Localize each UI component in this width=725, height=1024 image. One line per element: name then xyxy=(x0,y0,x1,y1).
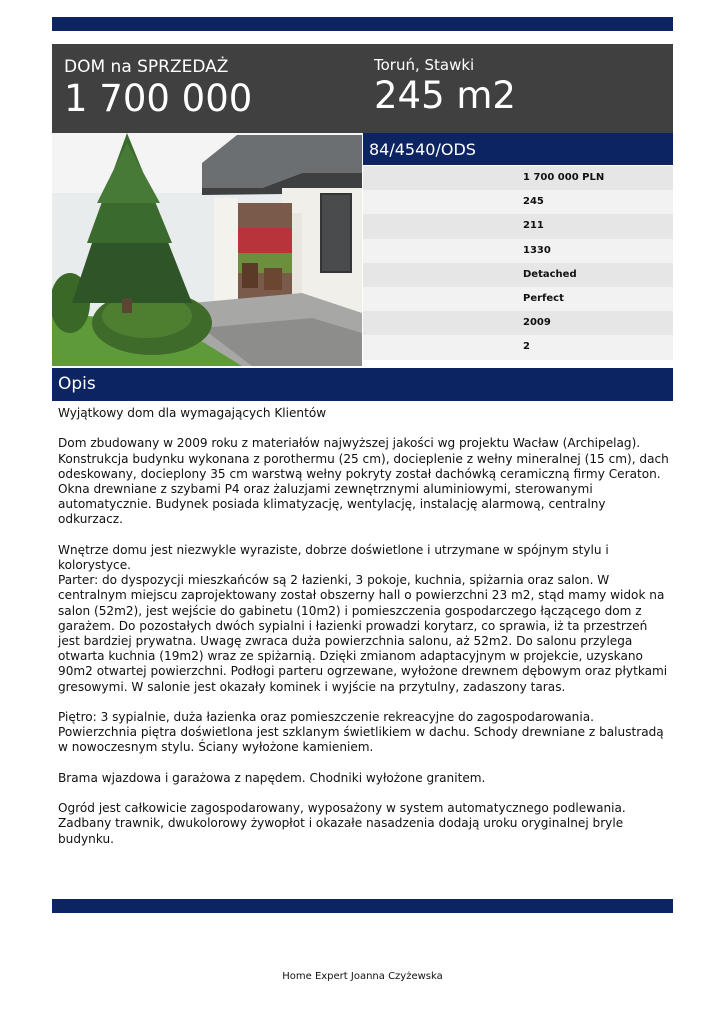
detail-value: 211 xyxy=(523,220,544,232)
detail-value: 1330 xyxy=(523,244,551,256)
detail-value: 245 xyxy=(523,196,544,208)
details-list xyxy=(363,166,673,360)
section-title: Opis xyxy=(58,374,96,394)
detail-value: Detached xyxy=(523,268,577,280)
listing-header xyxy=(52,44,673,133)
bottom-accent-bar xyxy=(52,899,673,913)
detail-row xyxy=(363,263,673,287)
detail-row xyxy=(363,190,673,214)
description-paragraph: Ogród jest całkowicie zagospodarowany, wyposażony w system automatycznego podlewania. Zadbany trawnik, dwukolorowy żywopłot i okazałe nasadzenia dodają uroku oryginalnej bryle budynku. xyxy=(58,801,626,846)
description-paragraph: Piętro: 3 sypialnie, duża łazienka oraz pomieszczenie rekreacyjne do zagospodarowania. Powierzchnia piętra doświetlona jest szklanym świetlikiem w dachu. Schody drewniane z balustradą w nowoczesnym stylu. Ściany wyłożone kamieniem. xyxy=(58,710,664,755)
footer-agency: Home Expert Joanna Czyżewska xyxy=(282,971,443,982)
description-paragraph: Brama wjazdowa i garażowa z napędem. Chodniki wyłożone granitem. xyxy=(58,770,486,785)
listing-reference: 84/4540/ODS xyxy=(369,140,476,159)
detail-row xyxy=(363,311,673,335)
property-photo xyxy=(52,133,362,366)
detail-value: 1 700 000 PLN xyxy=(523,172,605,183)
detail-row xyxy=(363,287,673,311)
detail-row xyxy=(363,214,673,238)
detail-row xyxy=(363,335,673,359)
price-headline: 1 700 000 xyxy=(64,77,253,120)
property-type-label: DOM na SPRZEDAŻ xyxy=(64,57,229,77)
top-accent-bar xyxy=(52,17,673,31)
reference-bar xyxy=(363,133,673,165)
detail-value: 2 xyxy=(523,341,530,353)
detail-value: 2009 xyxy=(523,317,551,329)
description-section-bar xyxy=(52,368,673,401)
detail-value: Perfect xyxy=(523,292,564,304)
location-label: Toruń, Stawki xyxy=(374,56,475,74)
detail-row xyxy=(363,239,673,263)
area-headline: 245 m2 xyxy=(374,74,516,117)
house-garden-illustration xyxy=(52,133,362,366)
description-paragraph: Wnętrze domu jest niezwykle wyraziste, dobrze doświetlone i utrzymane w spójnym stylu i kolorystyce. xyxy=(58,542,609,572)
description-paragraph: Parter: do dyspozycji mieszkańców są 2 łazienki, 3 pokoje, kuchnia, spiżarnia oraz salon. W centralnym miejscu zaprojektowany został obszerny hall o powierzchni 23 m2, stąd mamy widok na salon (52m2), jest wejście do gabinetu (10m2) i pomieszczenia gospodarczego łączącego dom z garażem. Do pozostałych dwóch sypialni i łazienki prowadzi korytarz, co sprawia, iż ta przestrzeń jest bardziej prywatna. Uwagę zwraca duża powierzchnia salonu, aż 52m2. Do salonu przylega otwarta kuchnia (19m2) wraz ze spiżarnią. Dzięki zmianom adaptacyjnym w projekcie, uzyskano 90m2 otwartej powierzchni. Podłogi parteru ogrzewane, wyłożone drewnem dębowym oraz płytkami gresowymi. W salonie jest okazały kominek i wyjście na przytulny, zadaszony taras. xyxy=(58,573,668,694)
description-paragraph: Dom zbudowany w 2009 roku z materiałów najwyższej jakości wg projektu Wacław (Archipelag). Konstrukcja budynku wykonana z porothermu (25 cm), docieplenie z wełny mineralnej (15 cm), dach odeskowany, docieplony 35 cm warstwą wełny pokryty został dachówką ceramiczną firmy Ceraton. Okna drewniane z szybami P4 oraz żaluzjami zewnętrznymi aluminiowymi, sterowanymi automatycznie. Budynek posiada klimatyzację, wentylację, instalację alarmową, centralny odkurzacz. xyxy=(58,436,669,527)
description-body xyxy=(58,406,670,862)
detail-row xyxy=(363,166,673,190)
description-headline: Wyjątkowy dom dla wymagających Klientów xyxy=(58,406,327,420)
